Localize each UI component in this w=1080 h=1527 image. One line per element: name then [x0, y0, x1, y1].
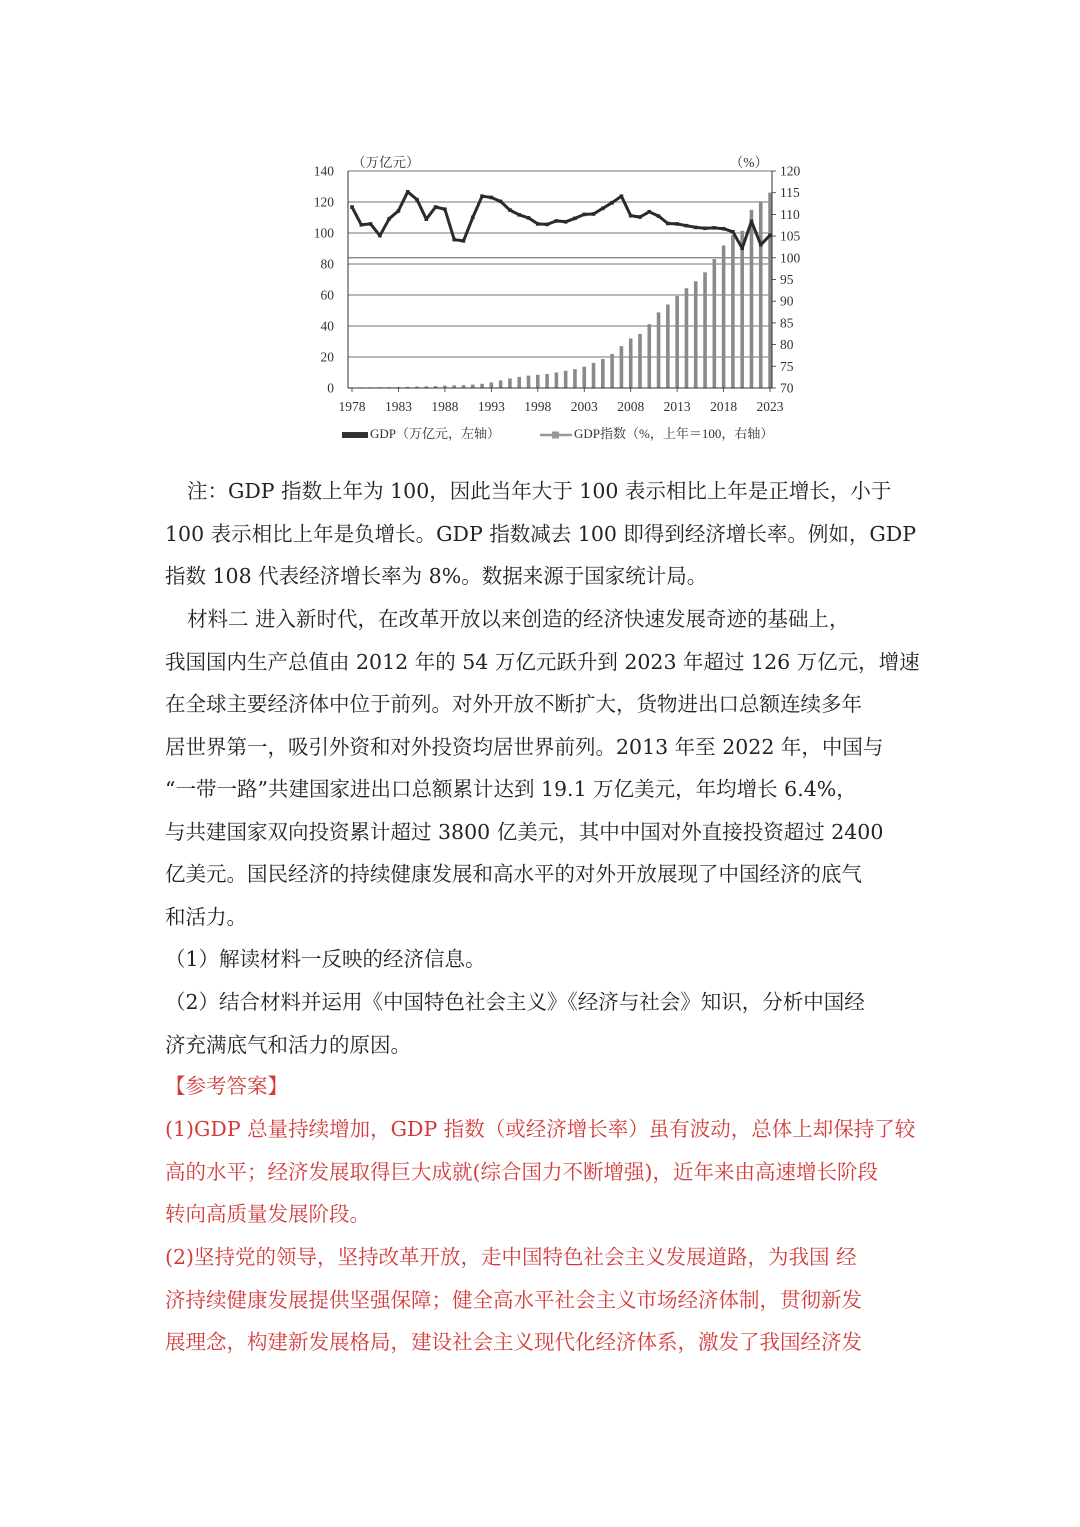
- text-line: 和活力。: [165, 904, 247, 929]
- gdp-index-point: [685, 224, 689, 228]
- paragraph: [165, 1108, 925, 1236]
- gdp-bar: [592, 363, 596, 388]
- right-tick-label: 75: [780, 358, 794, 374]
- right-tick-label: 110: [780, 206, 800, 222]
- gdp-index-point: [387, 217, 391, 221]
- gdp-index-point: [722, 227, 726, 231]
- gdp-bar: [638, 334, 642, 388]
- gdp-bar: [573, 369, 577, 388]
- right-tick-label: 80: [780, 337, 794, 353]
- gdp-bar: [703, 272, 707, 388]
- gdp-index-point: [508, 208, 512, 212]
- gdp-bar: [657, 312, 661, 388]
- text-line: “一带一路”共建国家进出口总额累计达到 19.1 万亿美元，年均增长 6.4%，: [165, 777, 857, 801]
- left-tick-label: 120: [313, 194, 334, 210]
- gdp-bar: [750, 210, 754, 388]
- left-tick-label: 0: [327, 380, 334, 396]
- gdp-index-point: [480, 194, 484, 198]
- paragraph: [165, 938, 925, 981]
- left-tick-label: 40: [320, 318, 334, 334]
- gdp-index-point: [415, 198, 419, 202]
- gdp-bar: [536, 375, 540, 388]
- right-tick-label: 85: [780, 315, 794, 331]
- gdp-bar: [759, 201, 763, 388]
- gdp-index-series-line: [352, 192, 770, 249]
- gdp-bar: [647, 324, 651, 388]
- text-line: （2）结合材料并运用《中国特色社会主义》《经济与社会》知识，分析中国经: [165, 990, 865, 1014]
- gdp-index-point: [378, 234, 382, 238]
- gdp-index-point: [731, 230, 735, 234]
- x-tick-label: 1993: [477, 399, 505, 414]
- gdp-index-point: [517, 213, 521, 217]
- paragraph: [165, 598, 925, 938]
- gdp-index-point: [582, 213, 586, 217]
- gdp-bar: [740, 231, 744, 388]
- gdp-index-point: [369, 222, 373, 226]
- right-axis-unit: （%）: [729, 155, 768, 170]
- text-line: 在全球主要经济体中位于前列。对外开放不断扩大，货物进出口总额连续多年: [165, 692, 862, 716]
- gdp-index-point: [499, 200, 503, 204]
- gdp-index-point: [490, 196, 494, 200]
- chart-gridlines: [348, 171, 772, 357]
- gdp-index-point: [397, 209, 401, 213]
- text-line: (1)GDP 总量持续增加，GDP 指数（或经济增长率）虽有波动，总体上却保持了较: [165, 1117, 916, 1141]
- gdp-bar: [620, 346, 624, 388]
- gdp-bar: [768, 193, 772, 388]
- text-line: 居世界第一，吸引外资和对外投资均居世界前列。2013 年至 2022 年，中国与: [165, 734, 884, 759]
- x-tick-label: 1983: [384, 399, 412, 414]
- gdp-bar: [564, 371, 568, 388]
- gdp-bar: [508, 378, 512, 388]
- gdp-index-point: [675, 222, 679, 226]
- text-line: 展理念，构建新发展格局，建设社会主义现代化经济体系，激发了我国经济发: [165, 1330, 862, 1354]
- gdp-bar: [480, 384, 484, 388]
- x-tick-label: 2008: [617, 399, 645, 414]
- gdp-index-point: [462, 239, 466, 243]
- gdp-bar: [685, 288, 689, 388]
- text-line: 我国国内生产总值由 2012 年的 54 万亿元跃升到 2023 年超过 126 万亿元，增速: [165, 649, 920, 674]
- chart-axes: [348, 171, 776, 392]
- gdp-bar: [666, 305, 670, 388]
- gdp-bar: [582, 367, 586, 388]
- chart-legend: [342, 426, 773, 442]
- x-tick-label: 2003: [570, 399, 598, 414]
- gdp-bar: [675, 296, 679, 388]
- gdp-index-point: [434, 205, 438, 209]
- left-tick-label: 20: [320, 349, 334, 365]
- text-line: 济充满底气和活力的原因。: [165, 1032, 411, 1057]
- right-tick-label: 90: [780, 293, 794, 309]
- text-line: 注：GDP 指数上年为 100，因此当年大于 100 表示相比上年是正增长，小于: [187, 479, 892, 503]
- legend-gdp-label: GDP（万亿元，左轴）: [370, 426, 501, 441]
- x-tick-label: 1998: [524, 399, 552, 414]
- text-line: 济持续健康发展提供坚强保障；健全高水平社会主义市场经济体制，贯彻新发: [165, 1287, 862, 1312]
- paragraph: [165, 1065, 925, 1108]
- x-tick-label: 2023: [756, 399, 784, 414]
- legend-line-marker: [552, 432, 559, 439]
- text-line: 【参考答案】: [165, 1074, 288, 1098]
- right-tick-label: 70: [780, 380, 794, 396]
- gdp-bar: [731, 235, 735, 388]
- gdp-bar: [713, 259, 717, 388]
- x-tick-label: 2018: [710, 399, 738, 414]
- gdp-index-point: [768, 233, 772, 237]
- gdp-bar: [610, 354, 614, 388]
- gdp-index-point: [555, 219, 559, 223]
- gdp-index-point: [610, 201, 614, 205]
- legend-gdp-index-label: GDP指数（%，上年＝100，右轴）: [574, 426, 774, 441]
- gdp-index-point: [471, 216, 475, 220]
- paragraph: [165, 981, 925, 1066]
- gdp-index-point: [647, 210, 651, 214]
- text-line: (2)坚持党的领导，坚持改革开放，走中国特色社会主义发展道路，为我国 经: [165, 1245, 857, 1269]
- text-line: 100 表示相比上年是负增长。GDP 指数减去 100 即得到经济增长率。例如，GDP: [165, 521, 917, 546]
- gdp-index-point: [536, 222, 540, 226]
- gdp-index-point: [620, 194, 624, 198]
- paragraph: [165, 1236, 925, 1364]
- gdp-index-point: [425, 217, 429, 221]
- text-line: 指数 108 代表经济增长率为 8%。数据来源于国家统计局。: [165, 564, 708, 588]
- gdp-index-point: [694, 226, 698, 230]
- gdp-bar: [545, 374, 549, 388]
- gdp-index-point: [657, 214, 661, 218]
- gdp-index-point: [750, 220, 754, 224]
- text-line: 转向高质量发展阶段。: [165, 1202, 370, 1226]
- right-tick-label: 100: [780, 250, 800, 266]
- gdp-index-point: [350, 205, 354, 209]
- right-tick-label: 115: [780, 185, 800, 201]
- left-tick-label: 100: [313, 225, 334, 241]
- left-axis-unit: （万亿元）: [352, 155, 420, 170]
- x-tick-label: 1978: [338, 399, 366, 414]
- gdp-chart: [300, 150, 800, 450]
- gdp-bar: [555, 372, 559, 388]
- text-line: 高的水平；经济发展取得巨大成就(综合国力不断增强)，近年来由高速增长阶段: [165, 1159, 878, 1184]
- gdp-bar: [722, 246, 726, 388]
- gdp-index-point: [406, 190, 410, 194]
- gdp-index-point: [759, 243, 763, 247]
- gdp-bar: [499, 380, 503, 388]
- gdp-bar: [471, 385, 475, 388]
- x-tick-label: 2013: [663, 399, 691, 414]
- gdp-bar: [629, 339, 633, 388]
- gdp-index-point: [666, 222, 670, 226]
- gdp-index-line: [350, 190, 772, 250]
- gdp-index-point: [359, 223, 363, 227]
- gdp-index-point: [443, 207, 447, 211]
- legend-bar-swatch: [342, 432, 368, 438]
- gdp-index-point: [573, 217, 577, 221]
- text-line: 亿美元。国民经济的持续健康发展和高水平的对外开放展现了中国经济的底气: [165, 862, 862, 886]
- gdp-index-point: [564, 220, 568, 224]
- gdp-index-point: [703, 226, 707, 230]
- right-tick-label: 120: [780, 163, 800, 179]
- left-tick-label: 140: [313, 163, 334, 179]
- gdp-bar: [527, 376, 531, 388]
- gdp-index-point: [452, 238, 456, 242]
- gdp-bar: [517, 377, 521, 388]
- x-tick-label: 1988: [431, 399, 459, 414]
- gdp-bar: [601, 359, 605, 388]
- right-tick-label: 95: [780, 272, 794, 287]
- gdp-index-point: [592, 212, 596, 216]
- right-tick-label: 105: [780, 228, 800, 244]
- gdp-index-point: [713, 226, 717, 230]
- gdp-index-point: [545, 223, 549, 227]
- gdp-index-point: [527, 216, 531, 220]
- gdp-index-point: [629, 214, 633, 218]
- paragraph: [165, 470, 925, 598]
- text-line: 与共建国家双向投资累计超过 3800 亿美元，其中中国对外直接投资超过 2400: [165, 819, 884, 844]
- gdp-index-point: [601, 207, 605, 211]
- left-tick-label: 60: [320, 287, 334, 303]
- left-tick-label: 80: [320, 256, 334, 272]
- gdp-bar: [694, 281, 698, 388]
- gdp-bar: [490, 382, 494, 388]
- gdp-index-point: [638, 215, 642, 219]
- text-line: 材料二 进入新时代，在改革开放以来创造的经济快速发展奇迹的基础上，: [187, 607, 850, 631]
- gdp-index-point: [740, 246, 744, 250]
- text-line: （1）解读材料一反映的经济信息。: [165, 947, 486, 971]
